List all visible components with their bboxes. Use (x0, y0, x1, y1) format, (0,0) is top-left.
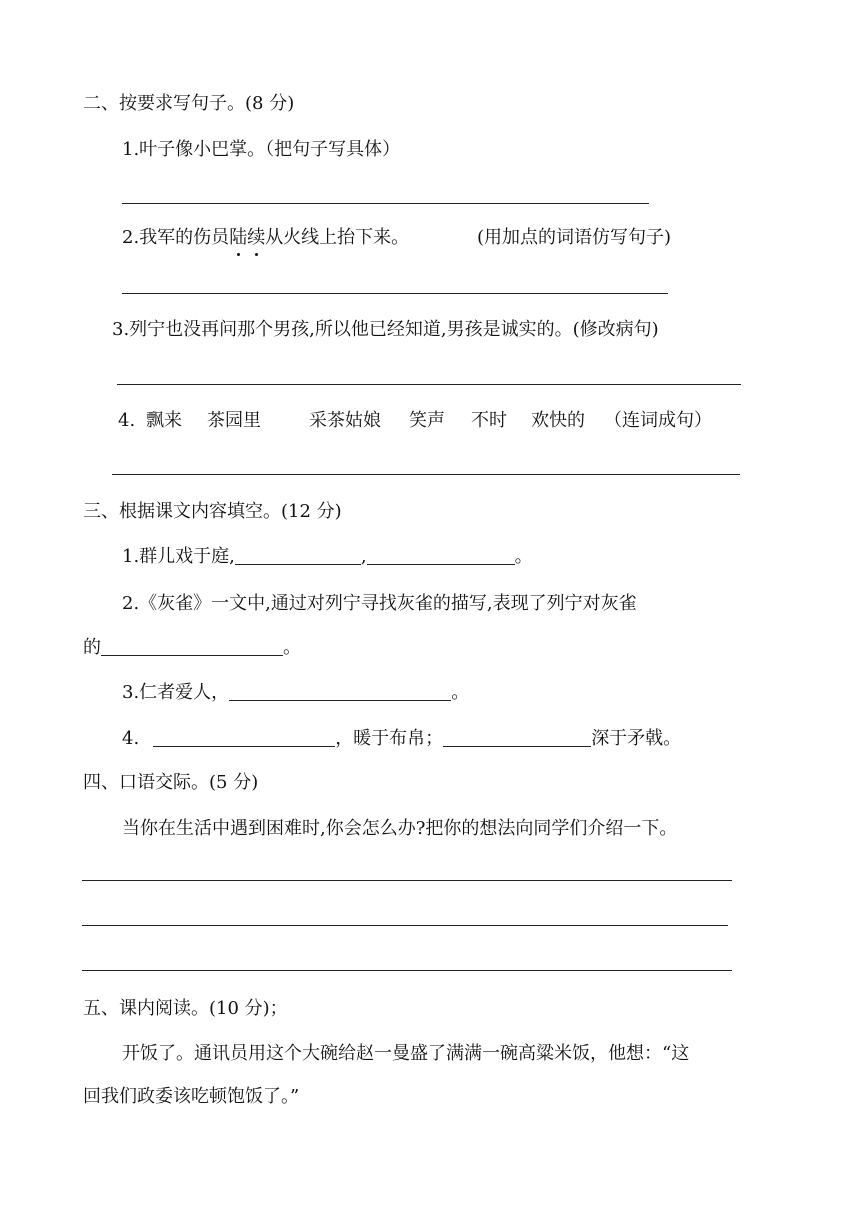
answer-line-4-3[interactable] (82, 970, 732, 971)
question-2-2-instruction: (用加点的词语仿写句子) (477, 227, 672, 248)
word-xiao-sheng: 笑声 (409, 410, 445, 431)
section-4-heading: 四、口语交际。(5 分) (83, 772, 259, 793)
question-3-1-text: 1.群儿戏于庭, (122, 546, 235, 567)
answer-line-2-1[interactable] (122, 203, 649, 204)
fill-blank-3-4a[interactable] (153, 728, 335, 747)
question-2-1: 1.叶子像小巴掌。（把句子写具体） (122, 139, 401, 160)
word-bu-shi: 不时 (471, 410, 507, 431)
section-5-heading: 五、课内阅读。(10 分)； (83, 998, 288, 1019)
question-3-4-number: 4. (122, 728, 140, 749)
passage-line-1: 开饭了。通讯员用这个大碗给赵一曼盛了满满一碗高粱米饭，他想：“这 (122, 1043, 690, 1064)
question-2-2-suffix: 从火线上抬下来。 (265, 227, 410, 248)
question-2-2-prefix: 2.我军的伤员 (122, 227, 230, 248)
fill-blank-3-2[interactable] (101, 637, 283, 656)
question-3-1 (122, 545, 533, 569)
fill-blank-3-3[interactable] (229, 682, 451, 701)
word-piao-lai: 飘来 (146, 410, 182, 431)
question-3-4-end: 深于矛戟。 (591, 728, 682, 749)
section-2-heading: 二、按要求写句子。(8 分) (83, 93, 295, 114)
section-3-heading: 三、根据课文内容填空。(12 分) (83, 501, 342, 522)
period: 。 (451, 682, 470, 703)
question-3-4 (122, 727, 681, 751)
fill-blank-3-1b[interactable] (367, 546, 515, 565)
dotted-char: 续 (247, 227, 266, 248)
question-3-4-middle: ，暖于布帛； (335, 728, 444, 749)
answer-line-2-4[interactable] (112, 474, 740, 475)
period: 。 (283, 637, 301, 658)
period: 。 (514, 546, 533, 567)
answer-line-4-1[interactable] (82, 880, 732, 881)
de-char: 的 (83, 637, 101, 658)
question-3-2-line2 (83, 636, 301, 660)
question-3-3 (122, 681, 469, 705)
question-2-4-instruction: （连词成句） (604, 410, 712, 431)
comma: , (360, 546, 367, 567)
fill-blank-3-4b[interactable] (443, 728, 591, 747)
question-3-3-text: 3.仁者爱人， (122, 682, 230, 703)
question-2-4-number: 4. (118, 410, 136, 431)
question-2-3: 3.列宁也没再问那个男孩,所以他已经知道,男孩是诚实的。(修改病句) (112, 319, 659, 340)
word-cai-cha-gu-niang: 采茶姑娘 (309, 410, 381, 431)
answer-line-4-2[interactable] (82, 925, 728, 926)
answer-line-2-3[interactable] (117, 384, 741, 385)
word-huan-kuai-de: 欢快的 (531, 410, 585, 431)
word-cha-yuan-li: 茶园里 (207, 410, 261, 431)
answer-line-2-2[interactable] (122, 293, 668, 294)
passage-line-2: 回我们政委该吃顿饱饭了。” (83, 1086, 300, 1107)
question-3-2-line1: 2.《灰雀》一文中,通过对列宁寻找灰雀的描写,表现了列宁对灰雀 (122, 593, 637, 614)
dotted-char: 陆 (229, 227, 248, 248)
question-2-2 (122, 226, 409, 250)
fill-blank-3-1a[interactable] (235, 546, 361, 565)
section-4-prompt: 当你在生活中遇到困难时,你会怎么办?把你的想法向同学们介绍一下。 (122, 818, 678, 839)
